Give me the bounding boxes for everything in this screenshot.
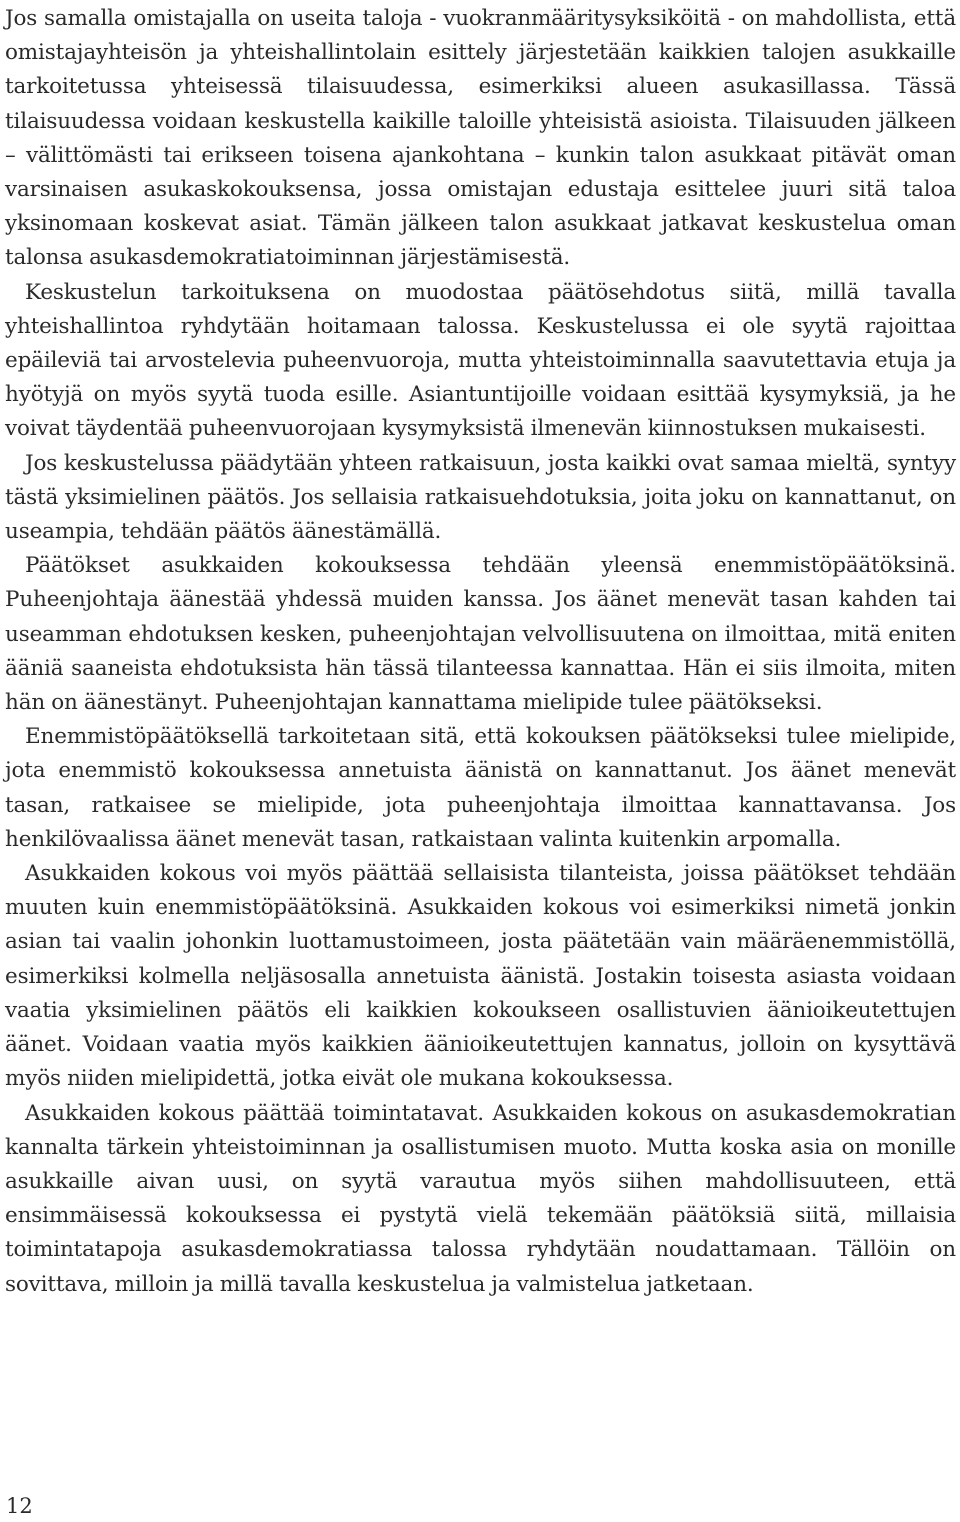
paragraph-6: Asukkaiden kokous voi myös päättää sellaisista tilanteista, joissa päätökset tehdään muuten kuin enemmistöpäätöksinä. Asukkaiden kokous voi esimerkiksi nimetä jonkin asian tai vaalin johonkin luottamustoimeen, josta päätetään vain määräenemmistöllä, esimerkiksi kolmella neljäsosalla annetuista äänistä. Jostakin toisesta asiasta voidaan vaatia yksimielinen päätös eli kaikkien kokoukseen osallistuvien äänioikeutettujen äänet. Voidaan vaatia myös kaikkien äänioikeutettujen kannatus, jolloin on kysyttävä myös niiden mielipidettä, jotka eivät ole mukana kokouksessa. [5,861,956,1092]
paragraph-7: Asukkaiden kokous päättää toimintatavat. Asukkaiden kokous on asukasdemokratian kannalta tärkein yhteistoiminnan ja osallistumisen muoto. Mutta koska asia on monille asukkaille aivan uusi, on syytä varautua myös siihen mahdollisuuteen, että ensimmäisessä kokouksessa ei pystytä vielä tekemään päätöksiä siitä, millaisia toimintatapoja asukasdemokratiassa talossa ryhdytään noudattamaan. Tällöin on sovittava, milloin ja millä tavalla keskustelua ja valmistelua jatketaan. [5,1100,956,1297]
page-number: 12 [6,1494,33,1518]
page-body [5,2,956,1302]
paragraph-3: Jos keskustelussa päädytään yhteen ratkaisuun, josta kaikki ovat samaa mieltä, syntyy tästä yksimielinen päätös. Jos sellaisia ratkaisuehdotuksia, joita joku on kannattanut, on useampia, tehdään päätös äänestämällä. [5,450,956,545]
paragraph-4: Päätökset asukkaiden kokouksessa tehdään yleensä enemmistöpäätöksinä. Puheenjohtaja äänestää yhdessä muiden kanssa. Jos äänet menevät tasan kahden tai useamman ehdotuksen kesken, puheenjohtajan velvollisuutena on ilmoittaa, mitä eniten ääniä saaneista ehdotuksista hän tässä tilanteessa kannattaa. Hän ei siis ilmoita, miten hän on äänestänyt. Puheenjohtajan kannattama mielipide tulee päätökseksi. [5,553,956,716]
paragraph-1: Jos samalla omistajalla on useita taloja - vuokranmääritysyksiköitä - on mahdollista, että omistajayhteisön ja yhteishallintolain esittely järjestetään kaikkien talojen asukkaille tarkoitetussa yhteisessä tilaisuudessa, esimerkiksi alueen asukasillassa. Tässä tilaisuudessa voidaan keskustella kaikille taloille yhteisistä asioista. Tilaisuuden jälkeen – välittömästi tai erikseen toisena ajankohtana – kunkin talon asukkaat pitävät oman varsinaisen asukaskokouksensa, jossa omistajan edustaja esittelee juuri sitä taloa yksinomaan koskevat asiat. Tämän jälkeen talon asukkaat jatkavat keskustelua oman talonsa asukasdemokratiatoiminnan järjestämisestä. [5,6,956,271]
paragraph-2: Keskustelun tarkoituksena on muodostaa päätösehdotus siitä, millä tavalla yhteishallintoa ryhdytään hoitamaan talossa. Keskustelussa ei ole syytä rajoittaa epäileviä tai arvostelevia puheenvuoroja, mutta yhteistoiminnalla saavutettavia etuja ja hyötyjä on myös syytä tuoda esille. Asiantuntijoille voidaan esittää kysymyksiä, ja he voivat täydentää puheenvuorojaan kysymyksistä ilmenevän kiinnostuksen mukaisesti. [5,279,956,442]
paragraph-5: Enemmistöpäätöksellä tarkoitetaan sitä, että kokouksen päätökseksi tulee mielipide, jota enemmistö kokouksessa annetuista äänistä on kannattanut. Jos äänet menevät tasan, ratkaisee se mielipide, jota puheenjohtaja ilmoittaa kannattavansa. Jos henkilövaalissa äänet menevät tasan, ratkaistaan valinta kuitenkin arpomalla. [5,724,956,852]
